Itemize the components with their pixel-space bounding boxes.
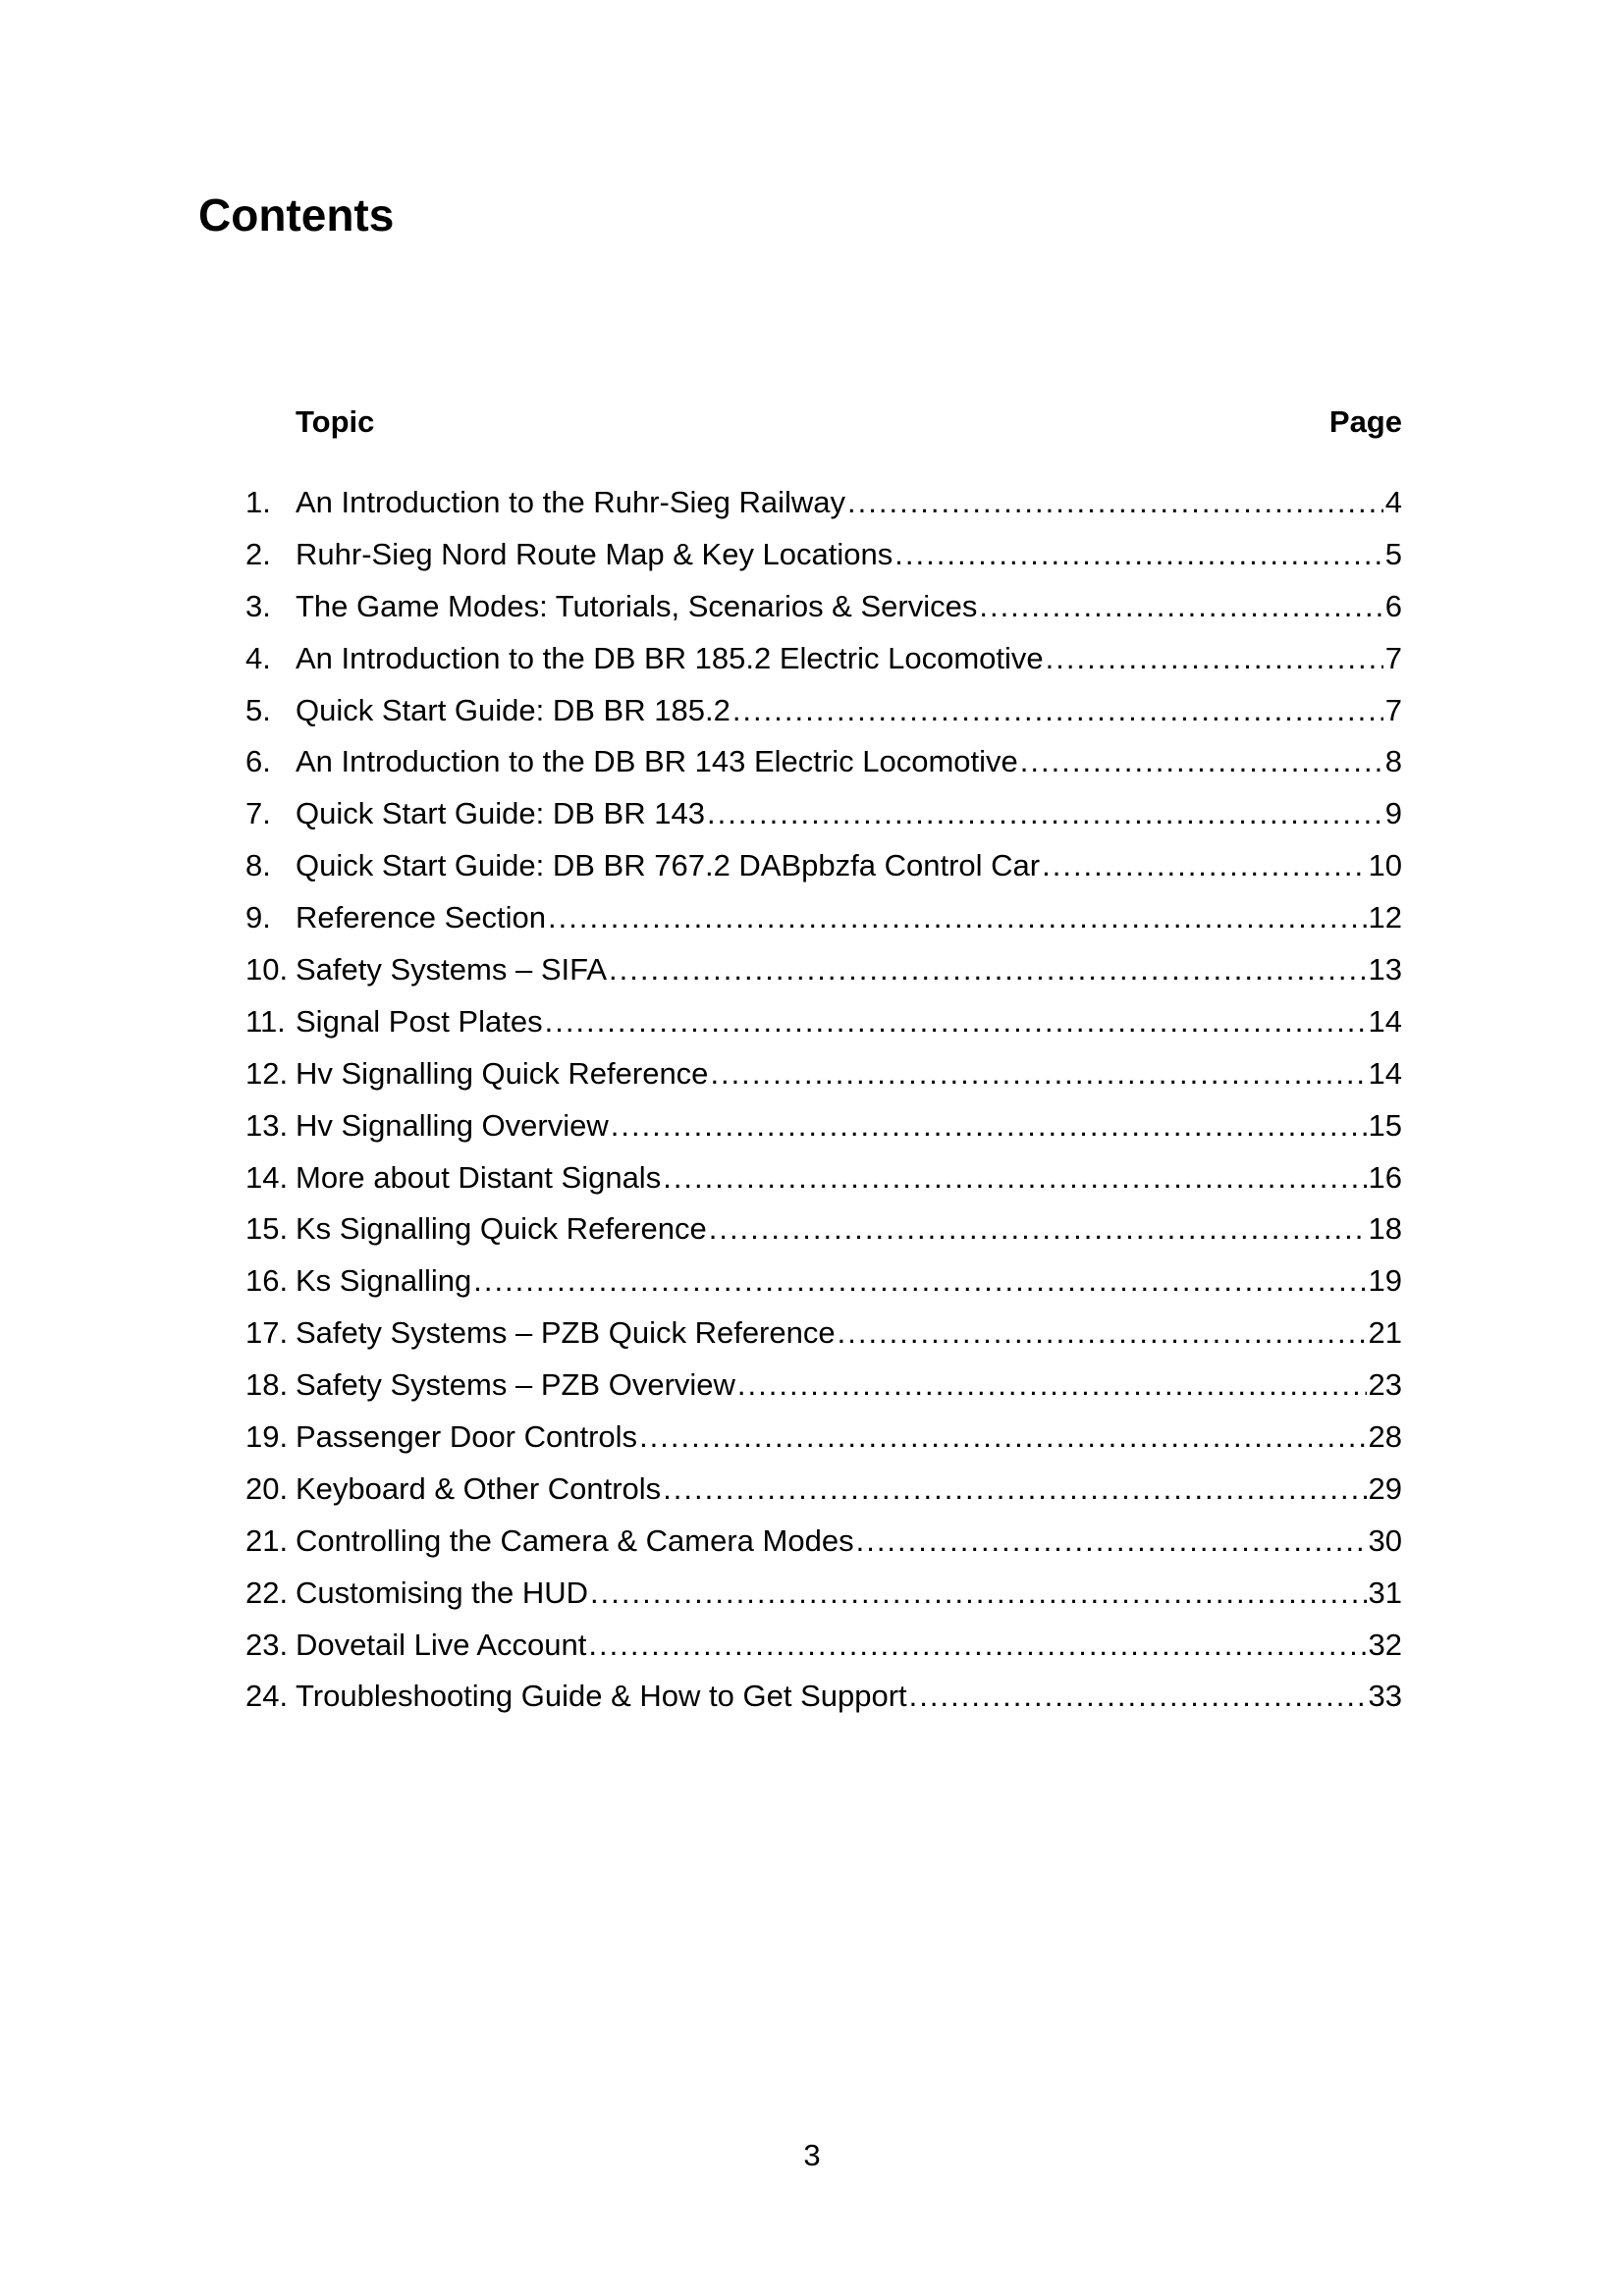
toc-entry-page[interactable]: 9: [1384, 796, 1402, 831]
toc-entry-number: 5.: [245, 692, 271, 727]
toc-entry-title[interactable]: Reference Section: [296, 900, 547, 935]
toc-entry[interactable]: [245, 529, 1402, 581]
dot-leader: [709, 1203, 1367, 1255]
toc-entries: [245, 477, 1402, 1723]
dot-leader: [707, 788, 1383, 840]
toc-entry-page[interactable]: 12: [1368, 900, 1402, 935]
toc-entry-title[interactable]: More about Distant Signals: [296, 1159, 662, 1195]
toc-entry-page[interactable]: 14: [1368, 1055, 1402, 1091]
toc-entry[interactable]: [245, 1152, 1402, 1204]
toc-entry-title[interactable]: The Game Modes: Tutorials, Scenarios & Services: [296, 588, 978, 623]
dot-leader: [737, 1360, 1367, 1412]
toc-entry-page[interactable]: 29: [1368, 1470, 1402, 1506]
toc-entry[interactable]: [245, 581, 1402, 633]
toc-entry-page[interactable]: 13: [1368, 952, 1402, 988]
toc-entry[interactable]: [245, 1255, 1402, 1308]
toc-entry-page[interactable]: 23: [1368, 1367, 1402, 1403]
toc-header-page: Page: [1328, 404, 1402, 439]
toc-entry-number: 9.: [245, 900, 271, 935]
toc-entry-number: 21.: [245, 1522, 289, 1558]
dot-leader: [1042, 840, 1366, 892]
toc-entry[interactable]: [245, 996, 1402, 1048]
toc-entry-number: 17.: [245, 1315, 289, 1351]
toc-entry-title[interactable]: An Introduction to the DB BR 143 Electric Locomotive: [296, 744, 1018, 779]
toc-entry-page[interactable]: 31: [1368, 1575, 1402, 1610]
toc-entry-title[interactable]: Controlling the Camera & Camera Modes: [296, 1522, 854, 1558]
toc-entry-title[interactable]: Troubleshooting Guide & How to Get Support: [296, 1679, 907, 1714]
toc-header: [245, 404, 1402, 448]
dot-leader: [545, 996, 1367, 1048]
toc-entry-title[interactable]: Passenger Door Controls: [296, 1419, 638, 1455]
toc-entry-number: 15.: [245, 1211, 289, 1247]
dot-leader: [663, 1464, 1366, 1516]
toc-entry-number: 23.: [245, 1627, 289, 1662]
toc-entry-title[interactable]: Hv Signalling Overview: [296, 1107, 609, 1143]
toc-entry-page[interactable]: 32: [1368, 1627, 1402, 1662]
dot-leader: [1046, 633, 1383, 685]
table-of-contents: [245, 404, 1402, 1723]
toc-entry-title[interactable]: Quick Start Guide: DB BR 143: [296, 796, 705, 831]
toc-entry-title[interactable]: Ks Signalling Quick Reference: [296, 1211, 707, 1247]
toc-entry-number: 20.: [245, 1470, 289, 1506]
toc-entry[interactable]: [245, 1203, 1402, 1255]
dot-leader: [548, 892, 1366, 944]
toc-entry-number: 3.: [245, 588, 271, 623]
toc-entry[interactable]: [245, 1100, 1402, 1152]
toc-entry[interactable]: [245, 944, 1402, 996]
toc-entry[interactable]: [245, 1516, 1402, 1568]
toc-entry-page[interactable]: 19: [1368, 1263, 1402, 1299]
toc-entry-number: 7.: [245, 796, 271, 831]
toc-entry[interactable]: [245, 1620, 1402, 1672]
toc-entry-title[interactable]: Safety Systems – PZB Quick Reference: [296, 1315, 836, 1351]
toc-entry-title[interactable]: Safety Systems – SIFA: [296, 952, 608, 988]
toc-entry-page[interactable]: 21: [1368, 1315, 1402, 1351]
toc-entry-page[interactable]: 16: [1368, 1159, 1402, 1195]
toc-entry-number: 22.: [245, 1575, 289, 1610]
page-title: Contents: [198, 189, 395, 240]
toc-entry[interactable]: [245, 1048, 1402, 1100]
toc-entry[interactable]: [245, 1464, 1402, 1516]
dot-leader: [611, 1100, 1367, 1152]
toc-entry-number: 24.: [245, 1679, 289, 1714]
toc-entry-page[interactable]: 4: [1384, 485, 1402, 519]
toc-entry-title[interactable]: Ks Signalling: [296, 1263, 472, 1299]
toc-entry[interactable]: [245, 1360, 1402, 1412]
toc-entry-page[interactable]: 10: [1368, 848, 1402, 883]
toc-entry[interactable]: [245, 736, 1402, 788]
dot-leader: [609, 944, 1367, 996]
toc-entry-number: 4.: [245, 640, 271, 675]
toc-entry-title[interactable]: An Introduction to the Ruhr-Sieg Railway: [296, 485, 846, 519]
dot-leader: [663, 1152, 1366, 1204]
dot-leader: [909, 1671, 1367, 1723]
toc-entry[interactable]: [245, 1568, 1402, 1620]
toc-entry-page[interactable]: 7: [1384, 692, 1402, 727]
toc-entry-title[interactable]: Ruhr-Sieg Nord Route Map & Key Locations: [296, 536, 893, 571]
toc-entry-title[interactable]: Quick Start Guide: DB BR 767.2 DABpbzfa Control Car: [296, 848, 1041, 883]
toc-entry-page[interactable]: 15: [1368, 1107, 1402, 1143]
toc-entry-number: 16.: [245, 1263, 289, 1299]
toc-entry-page[interactable]: 8: [1384, 744, 1402, 779]
dot-leader: [639, 1412, 1366, 1464]
dot-leader: [1020, 736, 1383, 788]
toc-entry-title[interactable]: Hv Signalling Quick Reference: [296, 1055, 709, 1091]
toc-entry-page[interactable]: 7: [1384, 640, 1402, 675]
toc-entry-number: 6.: [245, 744, 271, 779]
toc-entry-number: 8.: [245, 848, 271, 883]
dot-leader: [473, 1255, 1366, 1308]
toc-entry-page[interactable]: 28: [1368, 1419, 1402, 1455]
dot-leader: [979, 581, 1382, 633]
dot-leader: [590, 1568, 1366, 1620]
toc-entry-number: 10.: [245, 952, 289, 988]
toc-entry-page[interactable]: 14: [1368, 1003, 1402, 1039]
dot-leader: [847, 477, 1383, 529]
toc-entry-number: 2.: [245, 536, 271, 571]
dot-leader: [856, 1516, 1367, 1568]
dot-leader: [732, 685, 1383, 737]
toc-entry[interactable]: [245, 840, 1402, 892]
toc-entry-number: 19.: [245, 1419, 289, 1455]
toc-entry-page[interactable]: 30: [1368, 1522, 1402, 1558]
toc-entry[interactable]: [245, 892, 1402, 944]
toc-entry[interactable]: [245, 788, 1402, 840]
toc-entry-title[interactable]: Safety Systems – PZB Overview: [296, 1367, 735, 1403]
toc-entry[interactable]: [245, 1671, 1402, 1723]
toc-header-topic: Topic: [296, 404, 375, 439]
toc-entry[interactable]: [245, 685, 1402, 737]
toc-entry-title[interactable]: An Introduction to the DB BR 185.2 Electric Locomotive: [296, 640, 1044, 675]
toc-entry-page[interactable]: 18: [1368, 1211, 1402, 1247]
dot-leader: [894, 529, 1382, 581]
toc-entry-page[interactable]: 33: [1368, 1679, 1402, 1714]
toc-entry-number: 1.: [245, 485, 271, 519]
toc-entry[interactable]: [245, 1308, 1402, 1360]
toc-entry-title[interactable]: Dovetail Live Account: [296, 1627, 587, 1662]
toc-entry-number: 11.: [245, 1003, 286, 1039]
toc-entry[interactable]: [245, 477, 1402, 529]
toc-entry[interactable]: [245, 633, 1402, 685]
page-number: 3: [803, 2138, 821, 2172]
dot-leader: [588, 1620, 1366, 1672]
toc-entry-number: 12.: [245, 1055, 289, 1091]
toc-entry-page[interactable]: 6: [1384, 588, 1402, 623]
toc-entry-title[interactable]: Signal Post Plates: [296, 1003, 543, 1039]
toc-entry-number: 18.: [245, 1367, 289, 1403]
toc-entry-number: 14.: [245, 1159, 289, 1195]
dot-leader: [838, 1308, 1367, 1360]
toc-entry-title[interactable]: Quick Start Guide: DB BR 185.2: [296, 692, 731, 727]
toc-entry-number: 13.: [245, 1107, 289, 1143]
toc-entry-page[interactable]: 5: [1384, 536, 1402, 571]
toc-entry-title[interactable]: Customising the HUD: [296, 1575, 589, 1610]
toc-entry-title[interactable]: Keyboard & Other Controls: [296, 1470, 662, 1506]
dot-leader: [710, 1048, 1366, 1100]
toc-entry[interactable]: [245, 1412, 1402, 1464]
